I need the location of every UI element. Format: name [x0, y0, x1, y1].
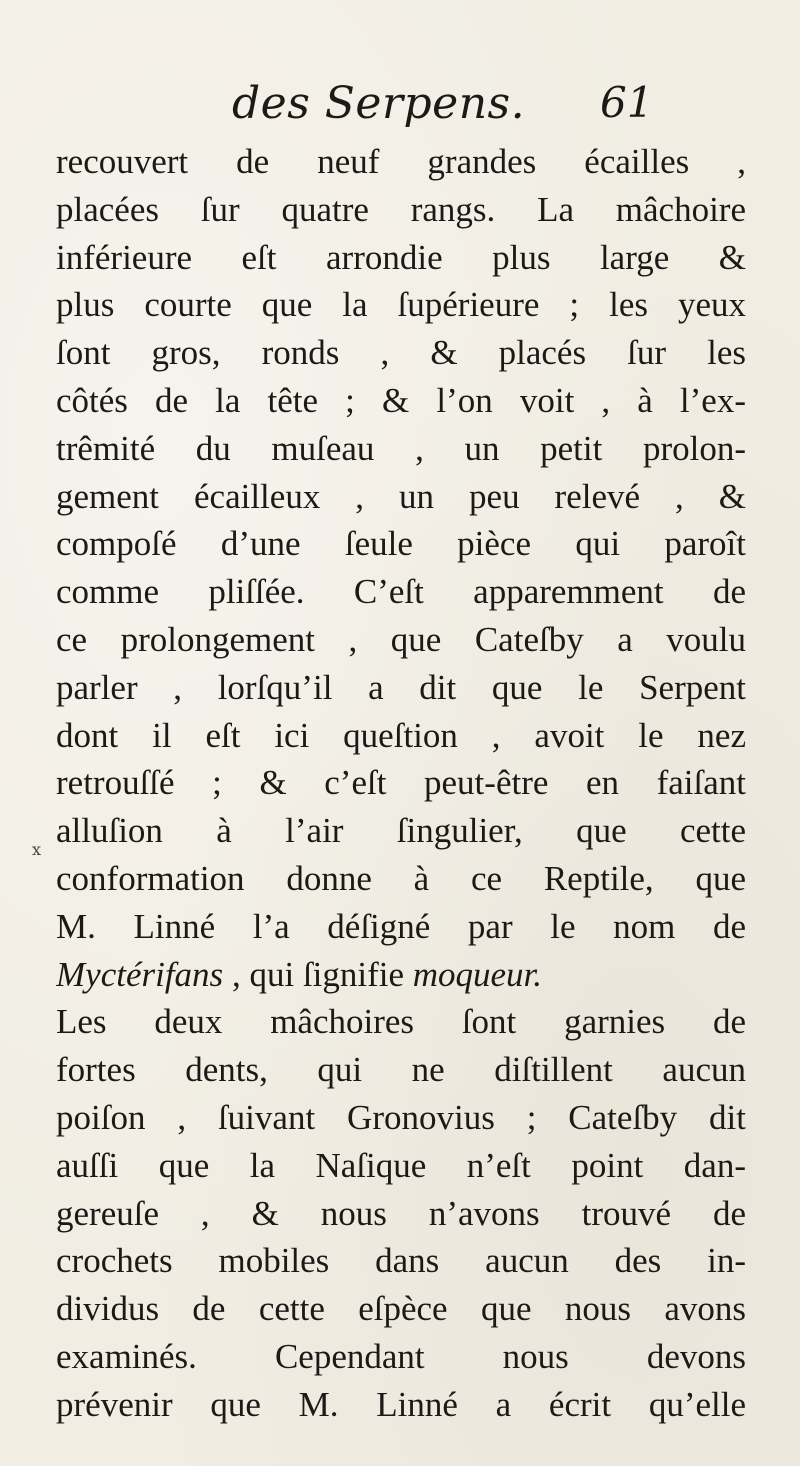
- margin-mark: x: [32, 840, 42, 859]
- text-line: Les deux mâchoires ſont garnies de: [56, 1002, 746, 1042]
- latin-term: Myctérifans: [56, 954, 224, 994]
- text-line: poiſon , ſuivant Gronovius ; Cateſby dit: [56, 1097, 746, 1137]
- text-line: auſſi que la Naſique n’eſt point dan-: [56, 1145, 746, 1185]
- text-line: côtés de la tête ; & l’on voit , à l’ex-: [56, 380, 746, 420]
- page-number: 61: [600, 78, 654, 127]
- text-line: gereuſe , & nous n’avons trouvé de: [56, 1193, 746, 1233]
- running-title: des Serpens.: [232, 78, 526, 129]
- text-line: recouvert de neuf grandes écailles ,: [56, 142, 746, 181]
- text-line: trêmité du muſeau , un petit prolon-: [56, 428, 746, 468]
- line-middle: , qui ſignifie: [223, 954, 413, 994]
- translation-term: moqueur.: [412, 954, 543, 994]
- text-line: ce prolongement , que Cateſby a voulu: [56, 619, 746, 659]
- text-line: examinés. Cependant nous devons: [56, 1336, 746, 1376]
- text-line: alluſion à l’air ſingulier, que cette: [56, 811, 746, 851]
- text-line: crochets mobiles dans aucun des in-: [56, 1241, 746, 1281]
- text-line: parler , lorſqu’il a dit que le Serpent: [56, 667, 746, 707]
- text-line: ſont gros, ronds , & placés ſur les: [56, 333, 746, 373]
- text-line: prévenir que M. Linné a écrit qu’elle: [56, 1384, 746, 1424]
- page-header: [0, 78, 800, 138]
- text-line: fortes dents, qui ne diſtillent aucun: [56, 1050, 746, 1090]
- text-line: inférieure eſt arrondie plus large &: [56, 237, 746, 277]
- text-line-mixed: [56, 951, 746, 999]
- text-line: retrouſſé ; & c’eſt peut-être en faiſant: [56, 763, 746, 803]
- text-line: gement écailleux , un peu relevé , &: [56, 476, 746, 516]
- text-line: dividus de cette eſpèce que nous avons: [56, 1289, 746, 1329]
- text-line: compoſé d’une ſeule pièce qui paroît: [56, 524, 746, 564]
- text-line: M. Linné l’a déſigné par le nom de: [56, 906, 746, 946]
- text-line: dont il eſt ici queſtion , avoit le nez: [56, 715, 746, 755]
- text-line: conformation donne à ce Reptile, que: [56, 858, 746, 898]
- text-line: placées ſur quatre rangs. La mâchoire: [56, 189, 746, 229]
- text-line: comme pliſſée. C’eſt apparemment de: [56, 572, 746, 612]
- text-line: plus courte que la ſupérieure ; les yeux: [56, 285, 746, 325]
- body-text: [56, 138, 746, 1429]
